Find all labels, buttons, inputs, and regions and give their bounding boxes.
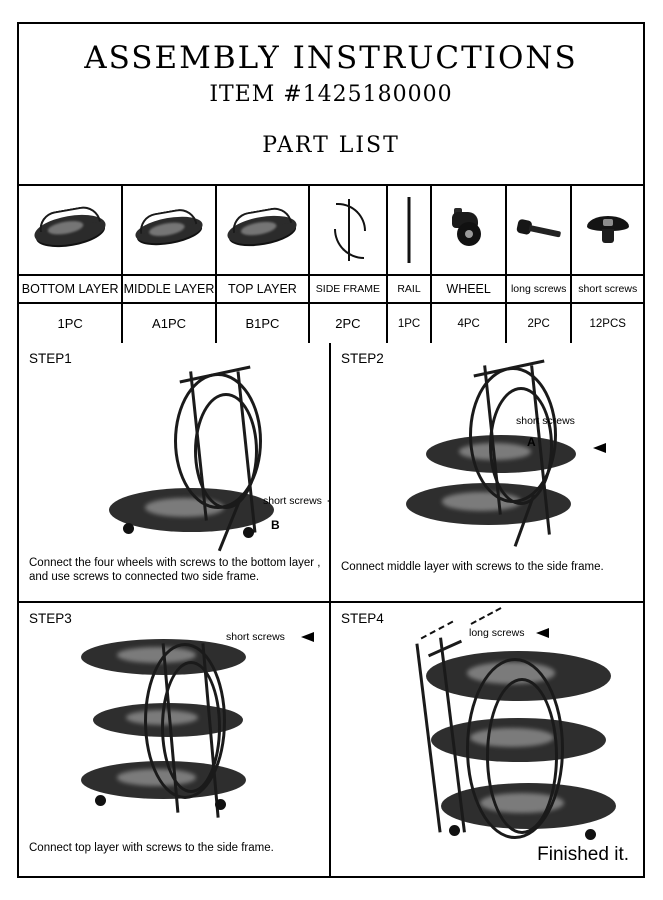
part-qty: A1PC: [152, 316, 187, 331]
step-label: STEP2: [341, 351, 384, 366]
step-caption: Connect middle layer with screws to the side frame.: [341, 561, 604, 574]
callout-short-screws: short screws: [263, 495, 322, 507]
caster-wheel: [243, 527, 254, 538]
caster-wheel: [215, 799, 226, 810]
sheet-header: [19, 24, 643, 186]
part-cell-top-layer: [217, 186, 310, 343]
caster-wheel: [449, 825, 460, 836]
callout-arrow-icon: [593, 443, 606, 453]
callout-long-screws: long screws: [469, 627, 525, 639]
part-list-table: [19, 186, 643, 343]
part-cell-rail: [388, 186, 433, 343]
part-name: long screws: [507, 274, 571, 304]
callout-short-screws: short screws: [516, 415, 575, 427]
callout-arrow-icon: [536, 628, 549, 638]
finished-label: Finished it.: [537, 844, 629, 865]
part-name: short screws: [572, 274, 643, 304]
marker-letter-b: B: [271, 518, 280, 532]
part-name: WHEEL: [432, 274, 505, 304]
part-cell-wheel: [432, 186, 507, 343]
top-layer-tray-icon: [217, 186, 308, 274]
part-qty: 4PC: [457, 317, 480, 330]
part-list-title: PART LIST: [262, 133, 400, 158]
step-panel-2: [331, 343, 643, 603]
handle-rail: [428, 640, 462, 657]
step-panel-3: [19, 603, 331, 876]
caster-wheel: [95, 795, 106, 806]
long-screw-icon: [507, 186, 571, 274]
callout-short-screws: short screws: [226, 631, 285, 643]
part-cell-short-screws: [572, 186, 643, 343]
step-caption: Connect the four wheels with screws to the bottom layer , and use screws to connected two side frame.: [29, 557, 321, 584]
bottom-layer-tray-icon: [19, 186, 121, 274]
part-cell-middle-layer: [123, 186, 216, 343]
callout-arrow-icon: [301, 632, 314, 642]
assembly-guide-dash: [471, 607, 502, 625]
wheel-icon: [432, 186, 505, 274]
step-label: STEP3: [29, 611, 72, 626]
part-cell-long-screws: [507, 186, 573, 343]
part-qty: 1PC: [397, 317, 421, 330]
part-cell-side-frame: [310, 186, 388, 343]
caster-wheel: [585, 829, 596, 840]
side-frame-icon: [310, 186, 386, 274]
caster-wheel: [123, 523, 134, 534]
step-label: STEP4: [341, 611, 384, 626]
rail-bar-icon: [388, 186, 431, 274]
middle-layer-tray-icon: [123, 186, 214, 274]
part-name: BOTTOM LAYER: [19, 274, 121, 304]
part-qty: 1PC: [57, 316, 83, 331]
part-qty: 2PC: [527, 317, 550, 330]
page-title: ASSEMBLY INSTRUCTIONS: [84, 40, 578, 76]
part-name: TOP LAYER: [217, 274, 308, 304]
assembly-steps: [19, 343, 643, 876]
part-name: MIDDLE LAYER: [123, 274, 214, 304]
part-qty: 2PC: [335, 316, 361, 331]
instruction-sheet-border: [17, 22, 645, 878]
part-cell-bottom-layer: [19, 186, 123, 343]
step-panel-1: [19, 343, 331, 603]
step-panel-4: [331, 603, 643, 876]
part-name: SIDE FRAME: [310, 274, 386, 304]
frame-hoop-inner: [486, 678, 558, 834]
step-caption: Connect top layer with screws to the side frame.: [29, 842, 274, 855]
step-label: STEP1: [29, 351, 72, 366]
short-screw-icon: [572, 186, 643, 274]
assembly-guide-dash: [421, 621, 454, 640]
part-name: RAIL: [388, 274, 431, 304]
part-qty: 12PCS: [589, 317, 626, 330]
part-qty: B1PC: [245, 316, 280, 331]
marker-letter-a: A: [527, 435, 536, 449]
item-number: ITEM #1425180000: [209, 82, 453, 107]
